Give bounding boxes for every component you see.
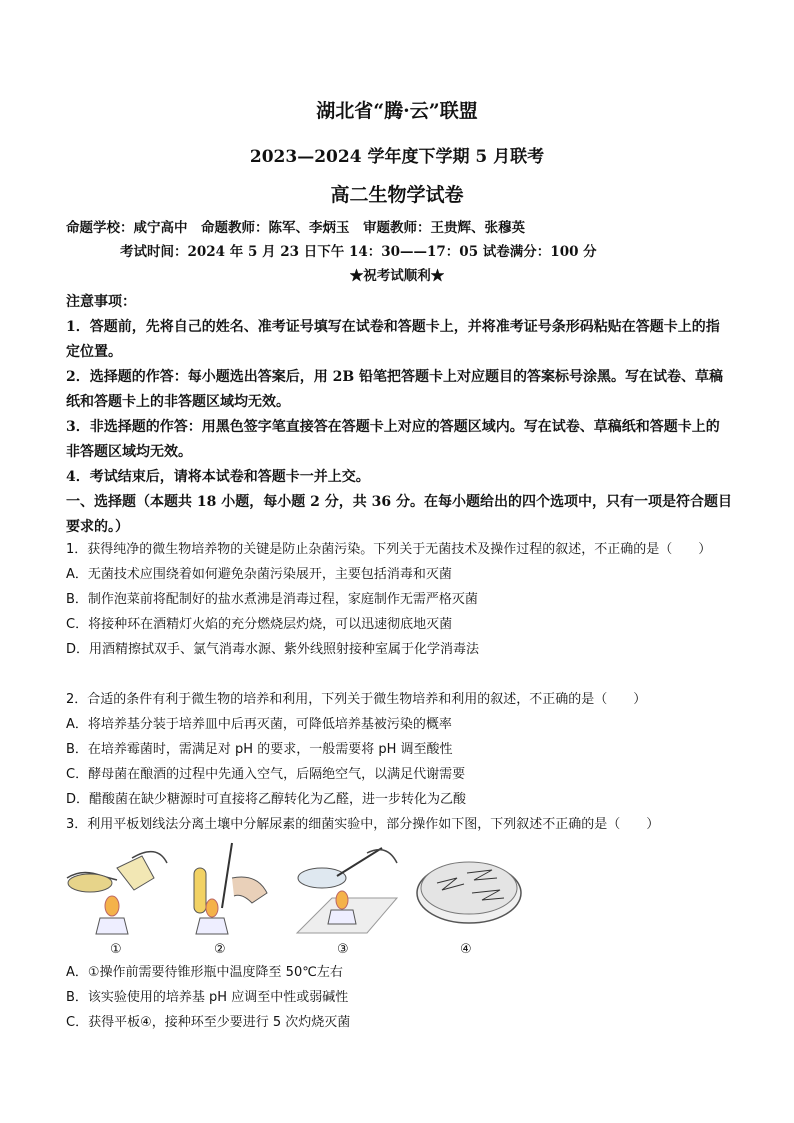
option-b: B．在培养霉菌时，需满足对 pH 的要求，一般需要将 pH 调至酸性: [66, 742, 453, 757]
lab-procedure-figure: [62, 838, 542, 958]
streaked-plate-illustration: [412, 838, 527, 938]
question-stem: 1．获得纯净的微生物培养物的关键是防止杂菌污染。下列关于无菌技术及操作过程的叙述，不正确的是（ ）: [66, 542, 712, 557]
instruction-item: 4．考试结束后，请将本试卷和答题卡一并上交。: [66, 469, 370, 485]
good-luck-line: ★祝考试顺利★: [349, 268, 445, 284]
option-c: C．酵母菌在酿酒的过程中先通入空气，后隔绝空气，以满足代谢需要: [66, 767, 466, 782]
option-a: A．无菌技术应围绕着如何避免杂菌污染展开，主要包括消毒和灭菌: [66, 567, 452, 582]
exam-session-title: 2023—2024 学年度下学期 5 月联考: [249, 147, 545, 167]
option-d: D．用酒精擦拭双手、氯气消毒水源、紫外线照射接种室属于化学消毒法: [66, 642, 480, 657]
question-3-stem-block: [66, 812, 732, 837]
instructions: [66, 290, 732, 540]
question-3-options: [66, 960, 732, 1035]
figure-label-1: ①: [110, 942, 122, 957]
instruction-item: 1．答题前，先将自己的姓名、准考证号填写在试卷和答题卡上，并将准考证号条形码粘贴在答题卡上的指定位置。: [66, 319, 720, 360]
alliance-title: 湖北省“腾·云”联盟: [316, 100, 478, 122]
instructions-heading: 注意事项：: [66, 294, 136, 310]
option-b: B．制作泡菜前将配制好的盐水煮沸是消毒过程，家庭制作无需严格灭菌: [66, 592, 478, 607]
subject-title: 高二生物学试卷: [330, 184, 464, 206]
authors-line: 命题学校：咸宁高中 命题教师：陈军、李炳玉 审题教师：王贵辉、张穆英: [66, 220, 525, 236]
question-1: [66, 537, 732, 662]
option-c: C．将接种环在酒精灯火焰的充分燃烧层灼烧，可以迅速彻底地灭菌: [66, 617, 453, 632]
option-a: A．将培养基分装于培养皿中后再灭菌，可降低培养基被污染的概率: [66, 717, 452, 732]
option-c: C．获得平板④，接种环至少要进行 5 次灼烧灭菌: [66, 1015, 351, 1030]
question-stem: 2．合适的条件有利于微生物的培养和利用，下列关于微生物培养和利用的叙述，不正确的是（ ）: [66, 692, 647, 707]
question-2: [66, 687, 732, 812]
pouring-medium-illustration: [62, 838, 172, 938]
question-stem: 3．利用平板划线法分离土壤中分解尿素的细菌实验中，部分操作如下图，下列叙述不正确的是（ ）: [66, 817, 660, 832]
section-heading: 一、选择题（本题共 18 小题，每小题 2 分，共 36 分。在每小题给出的四个选项中，只有一项是符合题目要求的。）: [66, 494, 732, 535]
instruction-item: 3．非选择题的作答：用黑色签字笔直接答在答题卡上对应的答题区域内。写在试卷、草稿纸和答题卡上的非答题区域均无效。: [66, 419, 720, 460]
figure-label-4: ④: [460, 942, 472, 957]
test-tube-loop-illustration: [172, 838, 282, 938]
option-b: B．该实验使用的培养基 pH 应调至中性或弱碱性: [66, 990, 349, 1005]
exam-time-line: 考试时间：2024 年 5 月 23 日下午 14：30——17：05 试卷满分：100 分: [120, 244, 597, 260]
option-a: A．①操作前需要待锥形瓶中温度降至 50℃左右: [66, 965, 343, 980]
option-d: D．醋酸菌在缺少糖源时可直接将乙醇转化为乙醛，进一步转化为乙酸: [66, 792, 467, 807]
instruction-item: 2．选择题的作答：每小题选出答案后，用 2B 铅笔把答题卡上对应题目的答案标号涂黑。写在试卷、草稿纸和答题卡上的非答题区域均无效。: [66, 369, 724, 410]
inoculating-plate-illustration: [287, 838, 402, 938]
figure-label-3: ③: [337, 942, 349, 957]
figure-label-2: ②: [214, 942, 226, 957]
